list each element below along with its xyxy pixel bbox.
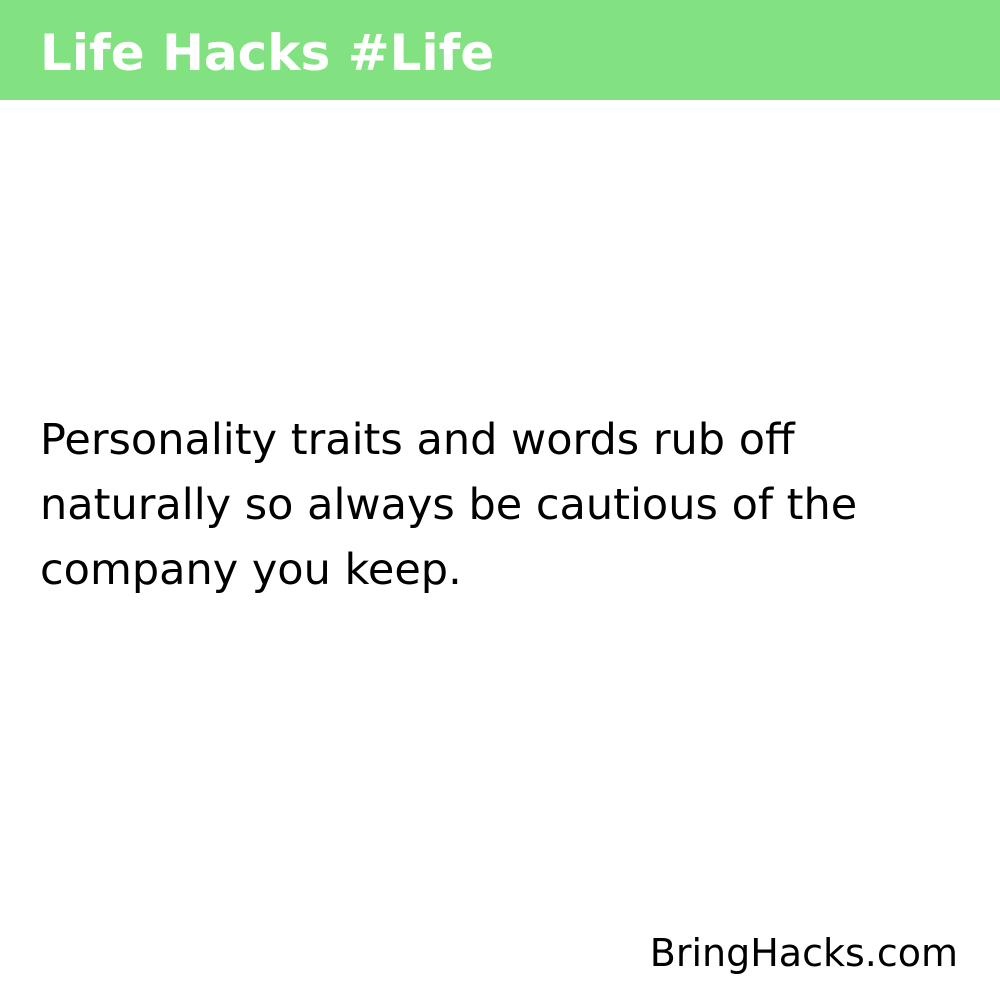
quote-line-1: Personality traits and words rub off bbox=[40, 415, 795, 465]
life-hack-quote bbox=[40, 408, 940, 603]
site-brand: BringHacks.com bbox=[649, 931, 958, 975]
quote-line-3: company you keep. bbox=[40, 545, 462, 595]
quote-line-2: naturally so always be cautious of the bbox=[40, 480, 858, 530]
page-title: Life Hacks #Life bbox=[40, 24, 495, 82]
header-banner bbox=[0, 0, 1000, 100]
